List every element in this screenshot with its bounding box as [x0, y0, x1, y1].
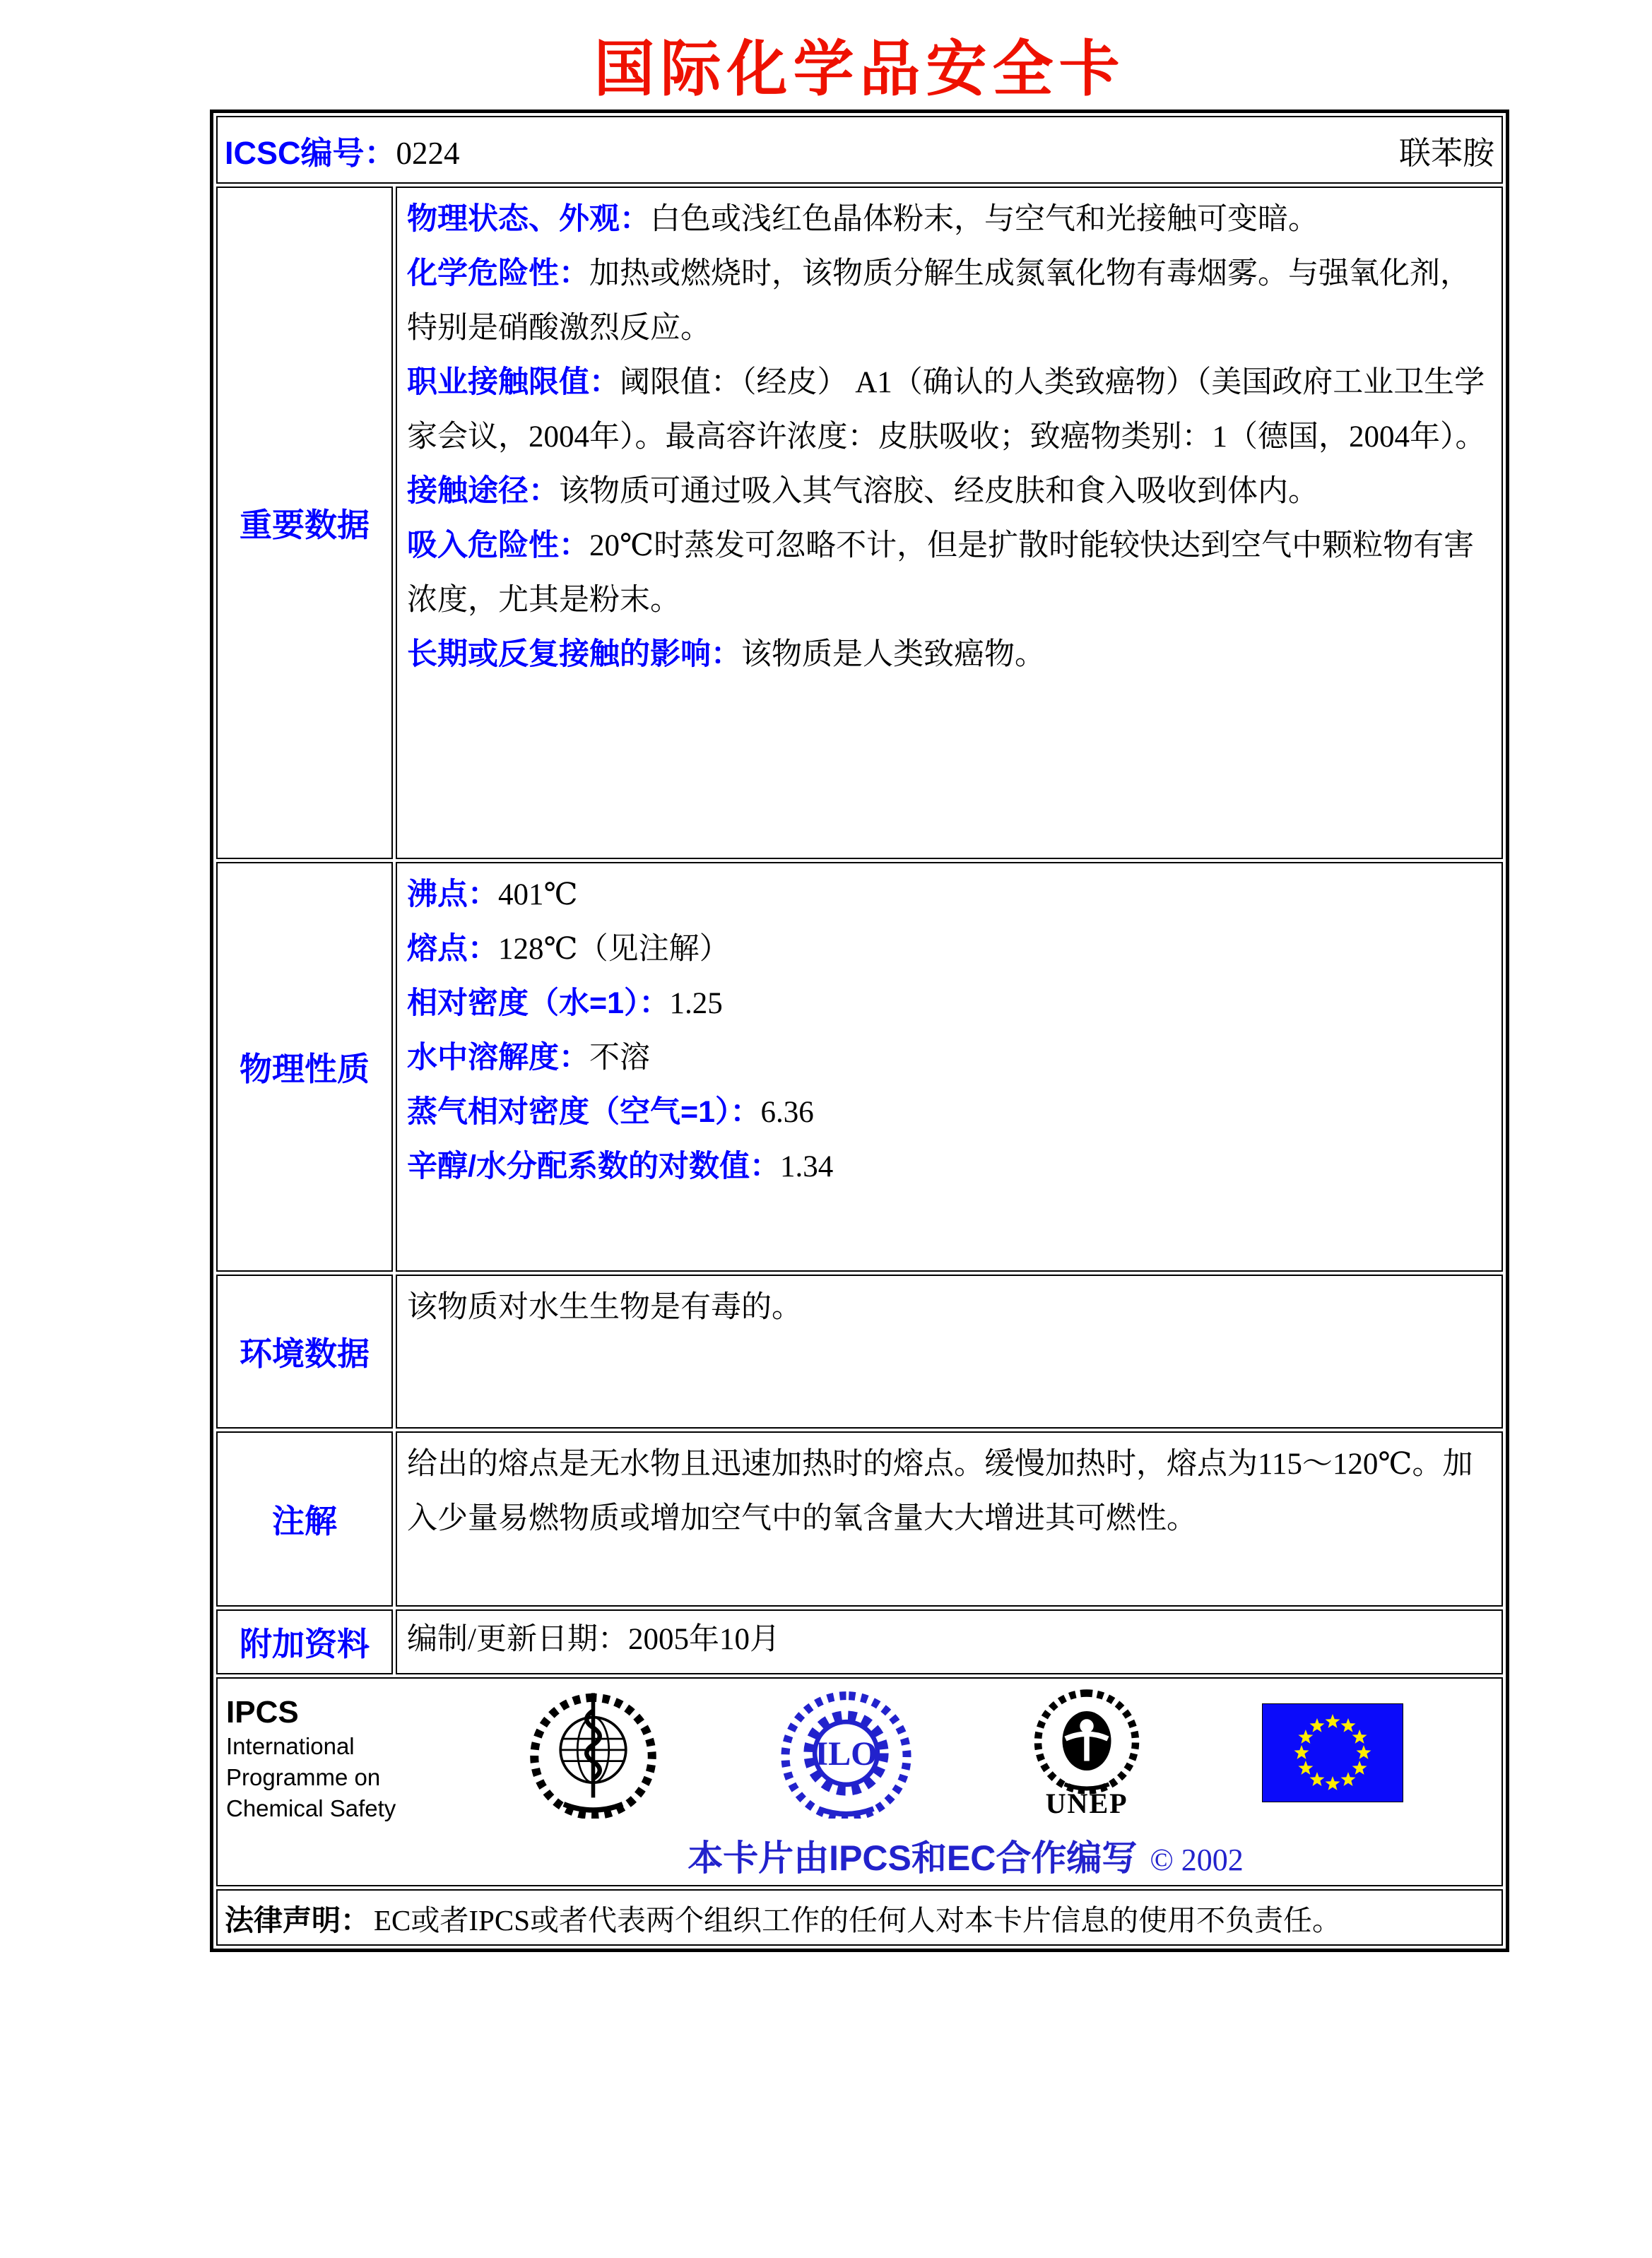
page-title: 国际化学品安全卡: [594, 35, 1126, 103]
item-text: 1.25: [669, 987, 723, 1020]
important-data-content: [396, 187, 1503, 859]
notes-row-label: 注解: [216, 1431, 393, 1607]
important-item-exposure-routes: [407, 464, 1492, 519]
footer-cell: [216, 1677, 1503, 1886]
item-label: 接触途径：: [407, 474, 559, 508]
ipcs-acronym: IPCS: [226, 1695, 299, 1730]
item-text: 该物质可通过吸入其气溶胶、经皮肤和食入吸收到体内。: [559, 475, 1318, 508]
icsc-number: [225, 127, 460, 173]
item-text: 401℃: [498, 878, 578, 911]
item-text: 20℃时蒸发可忽略不计，但是扩散时能较快达到空气中颗粒物有害浓度，尤其是粉末。: [407, 529, 1475, 617]
item-label: 长期或反复接触的影响：: [407, 637, 741, 671]
footer-row: [216, 1677, 1503, 1886]
environmental-data-text: 该物质对水生生物是有毒的。: [407, 1291, 802, 1324]
important-item-occupational-limits: [407, 355, 1492, 464]
footer-caption-text: 本卡片由IPCS和EC合作编写: [688, 1838, 1138, 1878]
legal-cell: [216, 1889, 1503, 1946]
environmental-data-row: [216, 1275, 1503, 1429]
important-data-row: [216, 187, 1503, 859]
additional-info-row-label: 附加资料: [216, 1609, 393, 1674]
notes-row: [216, 1431, 1503, 1607]
additional-info-content: [396, 1609, 1503, 1674]
item-label: 化学危险性：: [407, 256, 589, 290]
notes-content: [396, 1431, 1503, 1607]
important-item-chemical-danger: [407, 247, 1492, 355]
footer-caption: [688, 1830, 1244, 1881]
environmental-data-content: [396, 1275, 1503, 1429]
legal-label: 法律声明：: [225, 1903, 370, 1937]
item-label: 沸点：: [407, 877, 498, 911]
item-text: 该物质是人类致癌物。: [741, 638, 1045, 671]
item-text: 加热或燃烧时，该物质分解生成氮氧化物有毒烟雾。与强氧化剂，特别是硝酸激烈反应。: [407, 257, 1470, 345]
additional-info-row: [216, 1609, 1503, 1674]
item-label: 蒸气相对密度（空气=1）：: [407, 1095, 761, 1129]
ipcs-line: Programme on: [226, 1764, 381, 1790]
notes-text: 给出的熔点是无水物且迅速加热时的熔点。缓慢加热时，熔点为115～120℃。加入少量易燃物质或增加空气中的氧含量大大增进其可燃性。: [407, 1448, 1473, 1535]
ilo-logo-text: ILO: [815, 1734, 878, 1773]
important-item-longterm-effects: [407, 627, 1492, 682]
logo-strip: [438, 1686, 1493, 1820]
item-text: 白色或浅红色晶体粉末，与空气和光接触可变暗。: [650, 203, 1318, 236]
footer-copyright: © 2002: [1150, 1843, 1244, 1877]
who-logo-icon: [528, 1688, 659, 1819]
item-text: 不溶: [589, 1041, 650, 1075]
eu-flag-icon: [1262, 1703, 1403, 1802]
item-label: 辛醇/水分配系数的对数值：: [407, 1149, 780, 1183]
physical-item-boiling-point: [407, 868, 1492, 922]
ipcs-line: International: [226, 1733, 355, 1759]
header-cell: [216, 116, 1503, 184]
icsc-number-value: 0224: [396, 135, 460, 171]
legal-text: EC或者IPCS或者代表两个组织工作的任何人对本卡片信息的使用不负责任。: [374, 1903, 1341, 1937]
important-data-row-label: 重要数据: [216, 187, 393, 859]
environmental-data-row-label: 环境数据: [216, 1275, 393, 1429]
physical-item-relative-density: [407, 976, 1492, 1031]
header-row: [216, 116, 1503, 184]
item-text: 1.34: [779, 1150, 834, 1183]
item-label: 吸入危险性：: [407, 528, 589, 562]
icsc-number-label: ICSC编号：: [225, 134, 396, 171]
unep-logo-icon: [1034, 1688, 1140, 1818]
footer-logos-area: [438, 1686, 1493, 1881]
physical-item-vapor-density: [407, 1085, 1492, 1140]
important-item-inhalation-risk: [407, 519, 1492, 627]
item-label: 熔点：: [407, 932, 498, 966]
chemical-name: 联苯胺: [1398, 135, 1494, 171]
legal-row: [216, 1889, 1503, 1946]
physical-item-water-solubility: [407, 1031, 1492, 1085]
item-label: 物理状态、外观：: [407, 202, 650, 236]
physical-item-melting-point: [407, 922, 1492, 976]
item-label: 职业接触限值：: [407, 365, 620, 399]
important-item-physical-state: [407, 192, 1492, 247]
ipcs-line: Chemical Safety: [226, 1795, 396, 1821]
item-text: 6.36: [760, 1096, 814, 1129]
physical-properties-row: [216, 862, 1503, 1272]
item-text: 阈限值：（经皮） A1（确认的人类致癌物）（美国政府工业卫生学家会议，2004年）。最高容许浓度：皮肤吸收；致癌物类别：1（德国，2004年）。: [407, 366, 1486, 454]
unep-logo-text: UNEP: [1045, 1787, 1128, 1819]
ilo-logo-icon: [781, 1688, 911, 1819]
icsc-card-table: [210, 110, 1509, 1952]
physical-properties-content: [396, 862, 1503, 1272]
physical-item-partition-coefficient: [407, 1140, 1492, 1194]
additional-info-text: 编制/更新日期：2005年10月: [407, 1623, 780, 1656]
physical-properties-row-label: 物理性质: [216, 862, 393, 1272]
ipcs-text-block: [226, 1686, 438, 1824]
item-label: 相对密度（水=1）：: [407, 986, 670, 1020]
item-label: 水中溶解度：: [407, 1041, 589, 1075]
item-text: 128℃（见注解）: [498, 933, 730, 966]
